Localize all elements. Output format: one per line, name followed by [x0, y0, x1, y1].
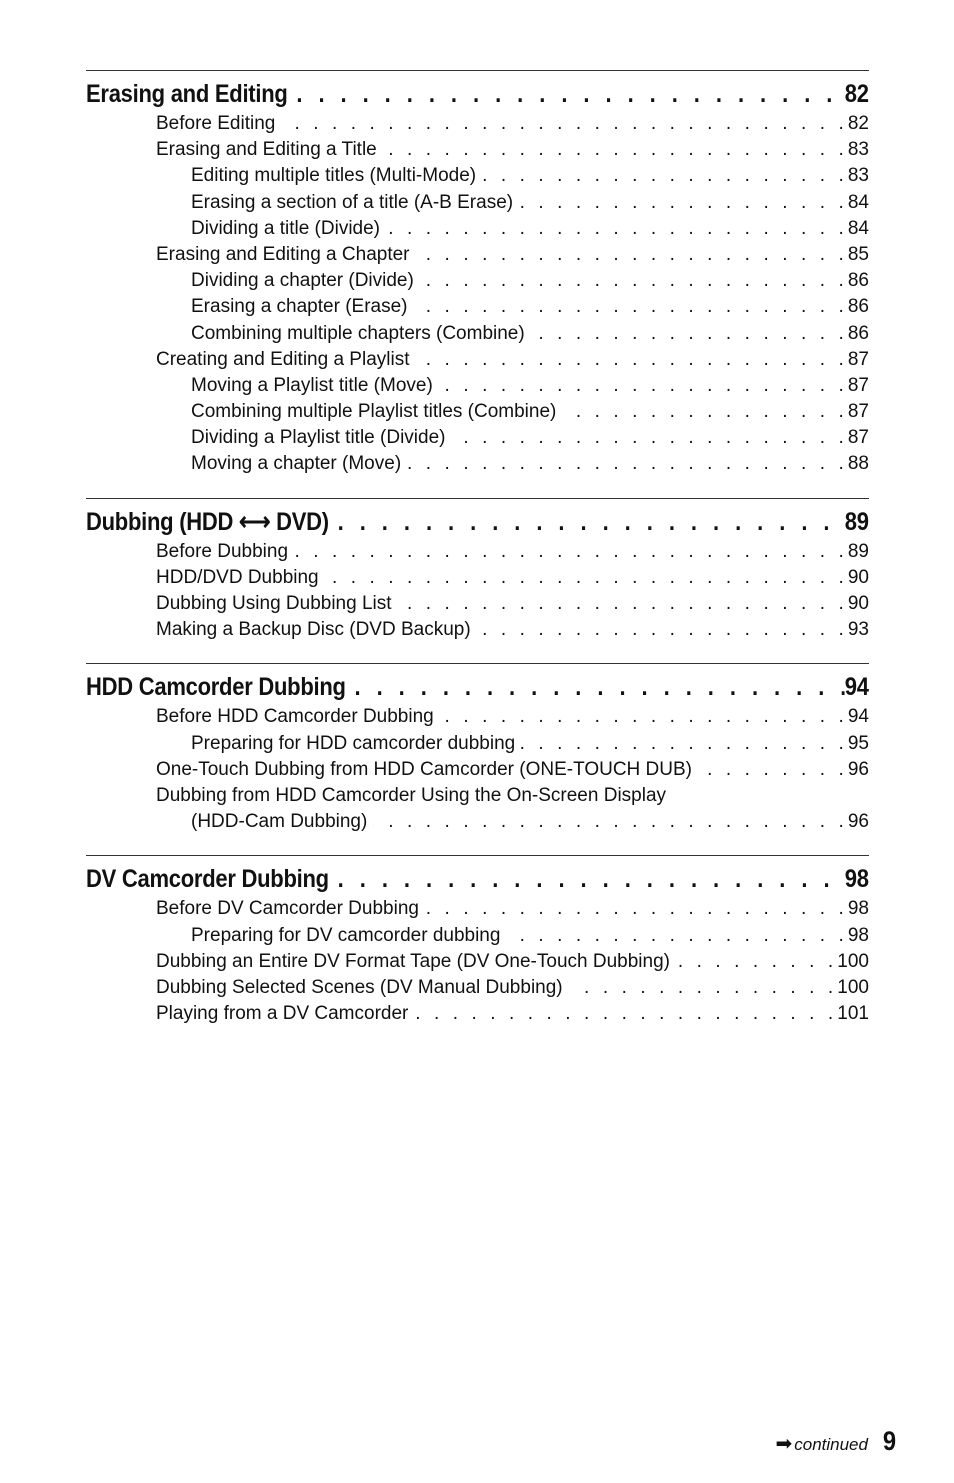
section-page-number: 98 — [844, 865, 869, 894]
entry-title: Erasing and Editing a Chapter — [156, 243, 410, 265]
toc-entry[interactable] — [86, 425, 869, 451]
entry-page-number: 84 — [847, 191, 869, 213]
toc-section — [86, 663, 869, 835]
entry-page-number: 86 — [847, 296, 869, 318]
toc-section — [86, 498, 869, 644]
entry-page-number: 94 — [847, 706, 869, 728]
toc-entry[interactable] — [86, 190, 869, 216]
entry-title: Erasing a chapter (Erase) — [191, 296, 408, 318]
toc-entry[interactable] — [86, 294, 869, 320]
entry-page-number: 87 — [847, 348, 869, 370]
dot-leader — [294, 539, 848, 565]
dot-leader — [425, 896, 848, 922]
toc-entry[interactable] — [86, 347, 869, 373]
entry-page-number: 83 — [847, 165, 869, 187]
entry-page-number: 93 — [847, 619, 869, 641]
entry-title: Dubbing Using Dubbing List — [156, 593, 392, 614]
dot-leader — [373, 809, 848, 835]
toc-entry[interactable] — [86, 451, 869, 477]
dot-leader — [477, 617, 848, 643]
entry-title: Before Dubbing — [156, 540, 289, 562]
entry-title: Creating and Editing a Playlist — [156, 348, 410, 370]
section-title: HDD Camcorder Dubbing — [86, 673, 346, 702]
entry-title: Erasing and Editing a Title — [156, 139, 377, 161]
toc-entry[interactable] — [86, 242, 869, 268]
dot-leader — [698, 757, 848, 783]
dot-leader — [420, 268, 848, 294]
entry-title: Dubbing from HDD Camcorder Using the On-Screen Display — [156, 784, 667, 806]
dot-leader — [562, 399, 848, 425]
toc-entry[interactable] — [86, 1001, 869, 1027]
entry-page-number: 83 — [847, 139, 869, 161]
entry-title: Erasing a section of a title (A-B Erase) — [191, 191, 514, 213]
section-heading[interactable] — [86, 505, 869, 539]
dot-leader — [416, 242, 848, 268]
entry-title: Moving a chapter (Move) — [191, 453, 402, 475]
entry-title: Combining multiple chapters (Combine) — [191, 322, 525, 344]
section-page-number: 94 — [844, 673, 869, 702]
dot-leader — [414, 1001, 837, 1027]
toc-section — [86, 855, 869, 1027]
dot-leader — [407, 451, 848, 477]
toc-entry[interactable] — [86, 731, 869, 757]
dot-leader — [386, 216, 848, 242]
entry-title: Playing from a DV Camcorder — [156, 1003, 409, 1025]
section-heading[interactable] — [86, 862, 869, 896]
section-title: Dubbing (HDD ⟷ DVD) — [86, 507, 329, 536]
toc-entry[interactable] — [86, 896, 869, 922]
toc-entry[interactable] — [86, 949, 869, 975]
dot-leader — [569, 975, 838, 1001]
dot-leader — [506, 923, 847, 949]
toc-entry[interactable] — [86, 216, 869, 242]
toc-entry[interactable] — [86, 268, 869, 294]
entry-page-number: 98 — [847, 898, 869, 920]
toc-entry[interactable] — [86, 704, 869, 730]
dot-leader — [415, 347, 847, 373]
dot-leader — [482, 163, 848, 189]
dot-leader — [338, 505, 845, 539]
entry-page-number: 98 — [847, 924, 869, 946]
toc-entry[interactable] — [86, 591, 869, 617]
entry-page-number: 87 — [847, 427, 869, 449]
entry-title: Dividing a title (Divide) — [191, 217, 381, 239]
dot-leader — [354, 670, 844, 704]
toc-entry[interactable] — [86, 923, 869, 949]
toc-entry[interactable] — [86, 399, 869, 425]
entry-page-number: 100 — [837, 976, 869, 998]
toc-entry[interactable] — [86, 975, 869, 1001]
entry-title: Moving a Playlist title (Move) — [191, 374, 433, 396]
entry-page-number: 88 — [847, 453, 869, 475]
dot-leader — [296, 77, 844, 111]
section-title: DV Camcorder Dubbing — [86, 865, 329, 894]
toc-entry[interactable] — [86, 809, 869, 835]
entry-title: Dividing a Playlist title (Divide) — [191, 427, 446, 449]
entry-title: (HDD-Cam Dubbing) — [191, 811, 368, 833]
entry-title: Before Editing — [156, 113, 276, 134]
toc-entry[interactable] — [86, 373, 869, 399]
toc-entry[interactable] — [86, 617, 869, 643]
entry-page-number: 100 — [837, 950, 869, 972]
dot-leader — [531, 321, 848, 347]
entry-title: Preparing for DV camcorder dubbing — [191, 924, 501, 946]
dot-leader — [398, 591, 848, 617]
entry-page-number: 87 — [847, 374, 869, 396]
toc-entry[interactable] — [86, 137, 869, 163]
entry-title: HDD/DVD Dubbing — [156, 566, 319, 588]
dot-leader — [383, 137, 848, 163]
entry-title: Before DV Camcorder Dubbing — [156, 898, 419, 920]
entry-title: Editing multiple titles (Multi-Mode) — [191, 165, 477, 187]
continued-label: continued — [794, 1435, 868, 1454]
entry-page-number: 96 — [847, 758, 869, 780]
entry-title: Making a Backup Disc (DVD Backup) — [156, 619, 471, 641]
toc-entry[interactable] — [86, 539, 869, 565]
dot-leader — [451, 425, 847, 451]
section-title: Erasing and Editing — [86, 80, 288, 108]
dot-leader — [521, 731, 848, 757]
entry-page-number: 86 — [847, 322, 869, 344]
entry-title: Combining multiple Playlist titles (Combine) — [191, 401, 557, 423]
toc-entry[interactable] — [86, 783, 869, 809]
dot-leader — [325, 565, 848, 591]
dot-leader — [439, 373, 848, 399]
page-footer — [775, 1426, 897, 1457]
dot-leader — [676, 949, 837, 975]
section-heading[interactable] — [86, 670, 869, 704]
entry-page-number: 82 — [847, 113, 869, 134]
dot-leader — [281, 111, 848, 137]
entry-page-number: 95 — [847, 732, 869, 754]
entry-page-number: 89 — [847, 540, 869, 562]
entry-page-number: 96 — [847, 811, 869, 833]
toc-entry[interactable] — [86, 757, 869, 783]
page-number: 9 — [882, 1426, 897, 1456]
entry-page-number: 84 — [847, 217, 869, 239]
toc-entry[interactable] — [86, 163, 869, 189]
dot-leader — [414, 294, 848, 320]
toc-entry[interactable] — [86, 565, 869, 591]
dot-leader — [338, 862, 845, 896]
entry-title: One-Touch Dubbing from HDD Camcorder (ONE-TOUCH DUB) — [156, 758, 692, 780]
entry-page-number: 86 — [847, 270, 869, 292]
section-page-number: 82 — [844, 80, 869, 108]
entry-page-number: 90 — [847, 566, 869, 588]
toc-section — [86, 70, 869, 478]
entry-title: Dubbing Selected Scenes (DV Manual Dubbing) — [156, 976, 563, 998]
toc-entry[interactable] — [86, 111, 869, 137]
toc-entry[interactable] — [86, 321, 869, 347]
right-arrow-icon: ➡ — [775, 1433, 793, 1455]
table-of-contents — [86, 70, 869, 1047]
entry-title: Dividing a chapter (Divide) — [191, 270, 414, 292]
entry-title: Before HDD Camcorder Dubbing — [156, 706, 434, 728]
dot-leader — [440, 704, 848, 730]
entry-page-number: 90 — [847, 593, 869, 614]
entry-page-number: 101 — [837, 1003, 869, 1025]
section-heading[interactable] — [86, 77, 869, 111]
entry-page-number: 85 — [847, 243, 869, 265]
entry-title: Dubbing an Entire DV Format Tape (DV One-Touch Dubbing) — [156, 950, 670, 972]
entry-title: Preparing for HDD camcorder dubbing — [191, 732, 516, 754]
dot-leader — [519, 190, 848, 216]
section-page-number: 89 — [844, 507, 869, 536]
entry-page-number: 87 — [847, 401, 869, 423]
